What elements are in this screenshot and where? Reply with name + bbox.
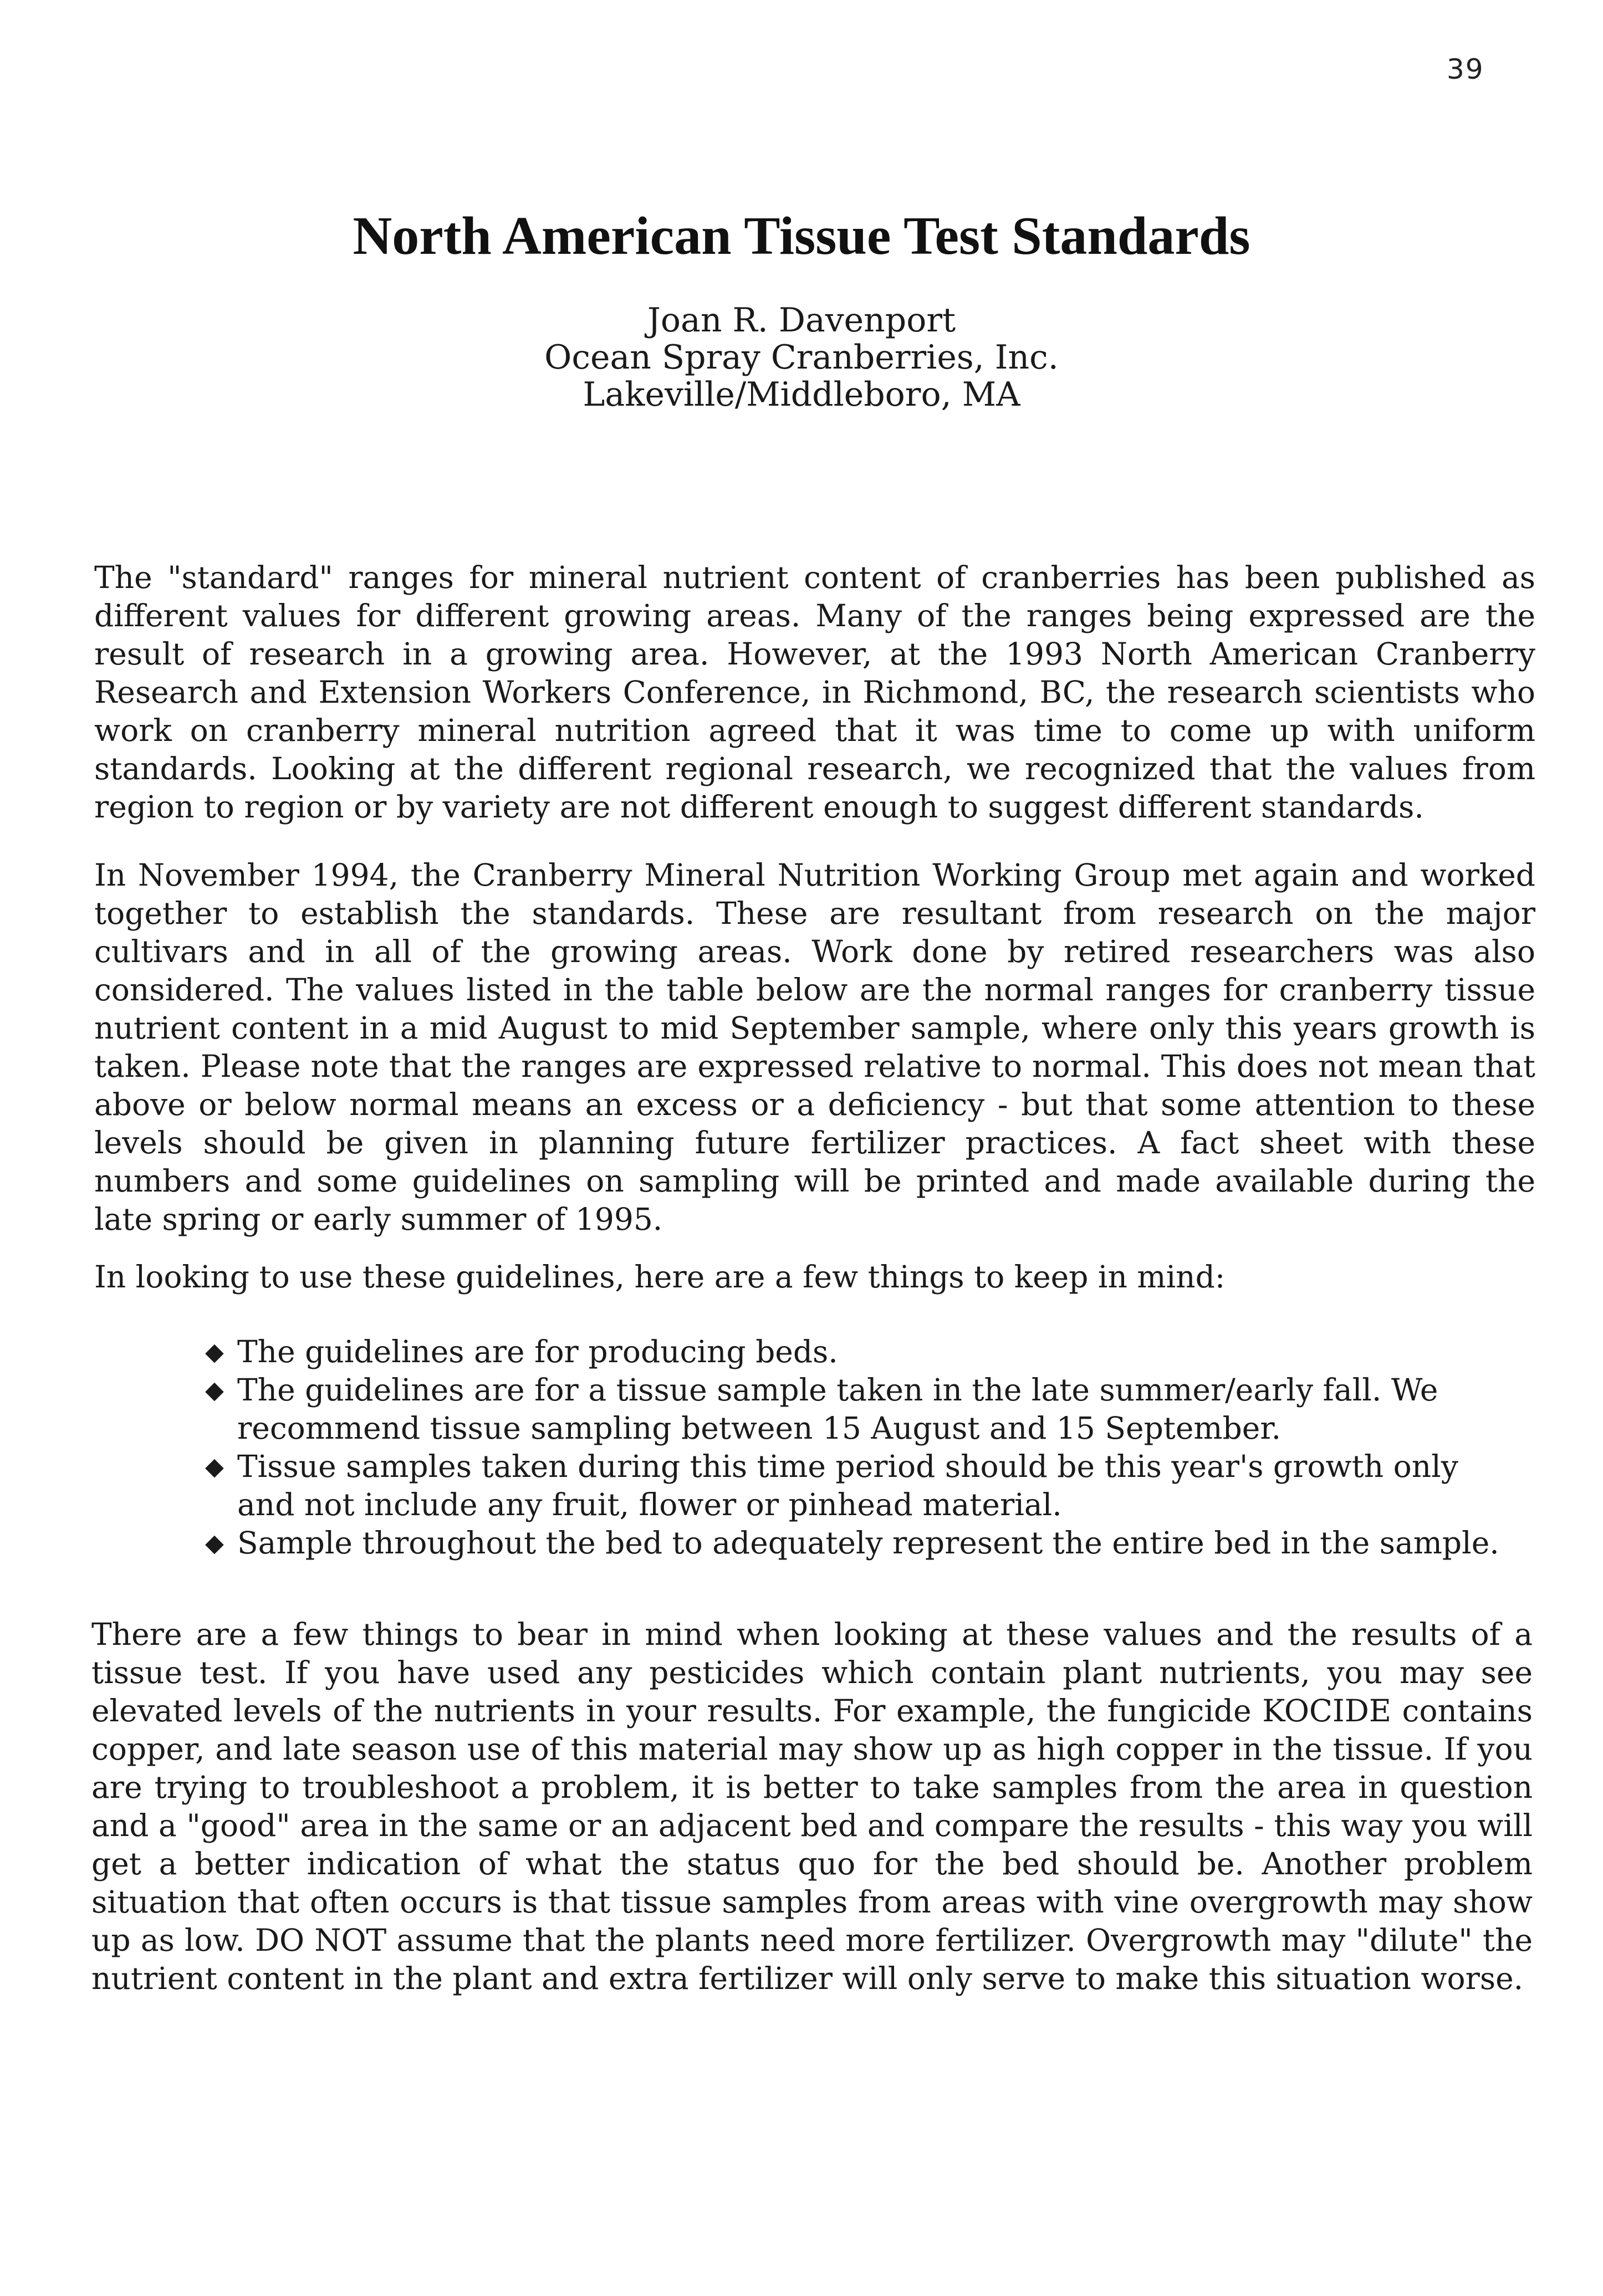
diamond-bullet-icon: ◆ xyxy=(205,1376,224,1404)
page-title: North American Tissue Test Standards xyxy=(353,206,1250,266)
author-name: Joan R. Davenport xyxy=(647,301,956,340)
diamond-bullet-icon: ◆ xyxy=(205,1338,224,1366)
paragraph-interpretation-notes: There are a few things to bear in mind when looking at these values and the results of a tissue test. If you have used any pesticides which contain plant nutrients, you may see elevated levels of the nutrients in your results. For example, the fungicide KOCIDE contains copper, and late season use of this material may show up as high copper in the tissue. If you are trying to troubleshoot a problem, it is better to take samples from the area in question and a "good" area in the same or an adjacent bed and compare the results - this way you will get a better indication of what the status quo for the bed should be. Another problem situation that often occurs is that tissue samples from areas with vine overgrowth may show up as low. DO NOT assume that the plants need more fertilizer. Overgrowth may "dilute" the nutrient content in the plant and extra fertilizer will only serve to make this situation worse. xyxy=(91,1617,1533,1996)
list-item xyxy=(205,1524,1513,1562)
author-location: Lakeville/Middleboro, MA xyxy=(583,375,1020,414)
list-item xyxy=(205,1448,1513,1524)
list-item xyxy=(205,1371,1513,1448)
list-item-text: Sample throughout the bed to adequately represent the entire bed in the sample. xyxy=(237,1525,1499,1561)
author-affiliation: Ocean Spray Cranberries, Inc. xyxy=(544,338,1059,377)
paragraph-standards-intro: The "standard" ranges for mineral nutrient content of cranberries has been published as different values for different growing areas. Many of the ranges being expressed are the result of research in a growing area. However, at the 1993 North American Cranberry Research and Extension Workers Conference, in Richmond, BC, the research scientists who work on cranberry mineral nutrition agreed that it was time to come up with uniform standards. Looking at the different regional research, we recognized that the values from region to region or by variety are not different enough to suggest different standards. xyxy=(94,560,1535,825)
diamond-bullet-icon: ◆ xyxy=(205,1453,224,1481)
list-item-text: The guidelines are for a tissue sample taken in the late summer/early fall. We recommend tissue sampling between 15 August and 15 September. xyxy=(237,1372,1438,1446)
paragraph-guidelines-lead: In looking to use these guidelines, here are a few things to keep in mind: xyxy=(94,1259,1226,1295)
byline xyxy=(0,302,1603,413)
list-item-text: Tissue samples taken during this time period should be this year's growth only and not include any fruit, flower or pinhead material. xyxy=(237,1449,1458,1522)
guidelines-list xyxy=(205,1333,1513,1562)
list-item-text: The guidelines are for producing beds. xyxy=(237,1334,838,1369)
page-number: 39 xyxy=(1447,53,1484,85)
diamond-bullet-icon: ◆ xyxy=(205,1529,224,1557)
list-item xyxy=(205,1333,1513,1371)
paragraph-working-group: In November 1994, the Cranberry Mineral Nutrition Working Group met again and worked together to establish the standards. These are resultant from research on the major cultivars and in all of the growing areas. Work done by retired researchers was also considered. The values listed in the table below are the normal ranges for cranberry tissue nutrient content in a mid August to mid September sample, where only this years growth is taken. Please note that the ranges are expressed relative to normal. This does not mean that above or below normal means an excess or a deficiency - but that some attention to these levels should be given in planning future fertilizer practices. A fact sheet with these numbers and some guidelines on sampling will be printed and made available during the late spring or early summer of 1995. xyxy=(94,857,1535,1237)
